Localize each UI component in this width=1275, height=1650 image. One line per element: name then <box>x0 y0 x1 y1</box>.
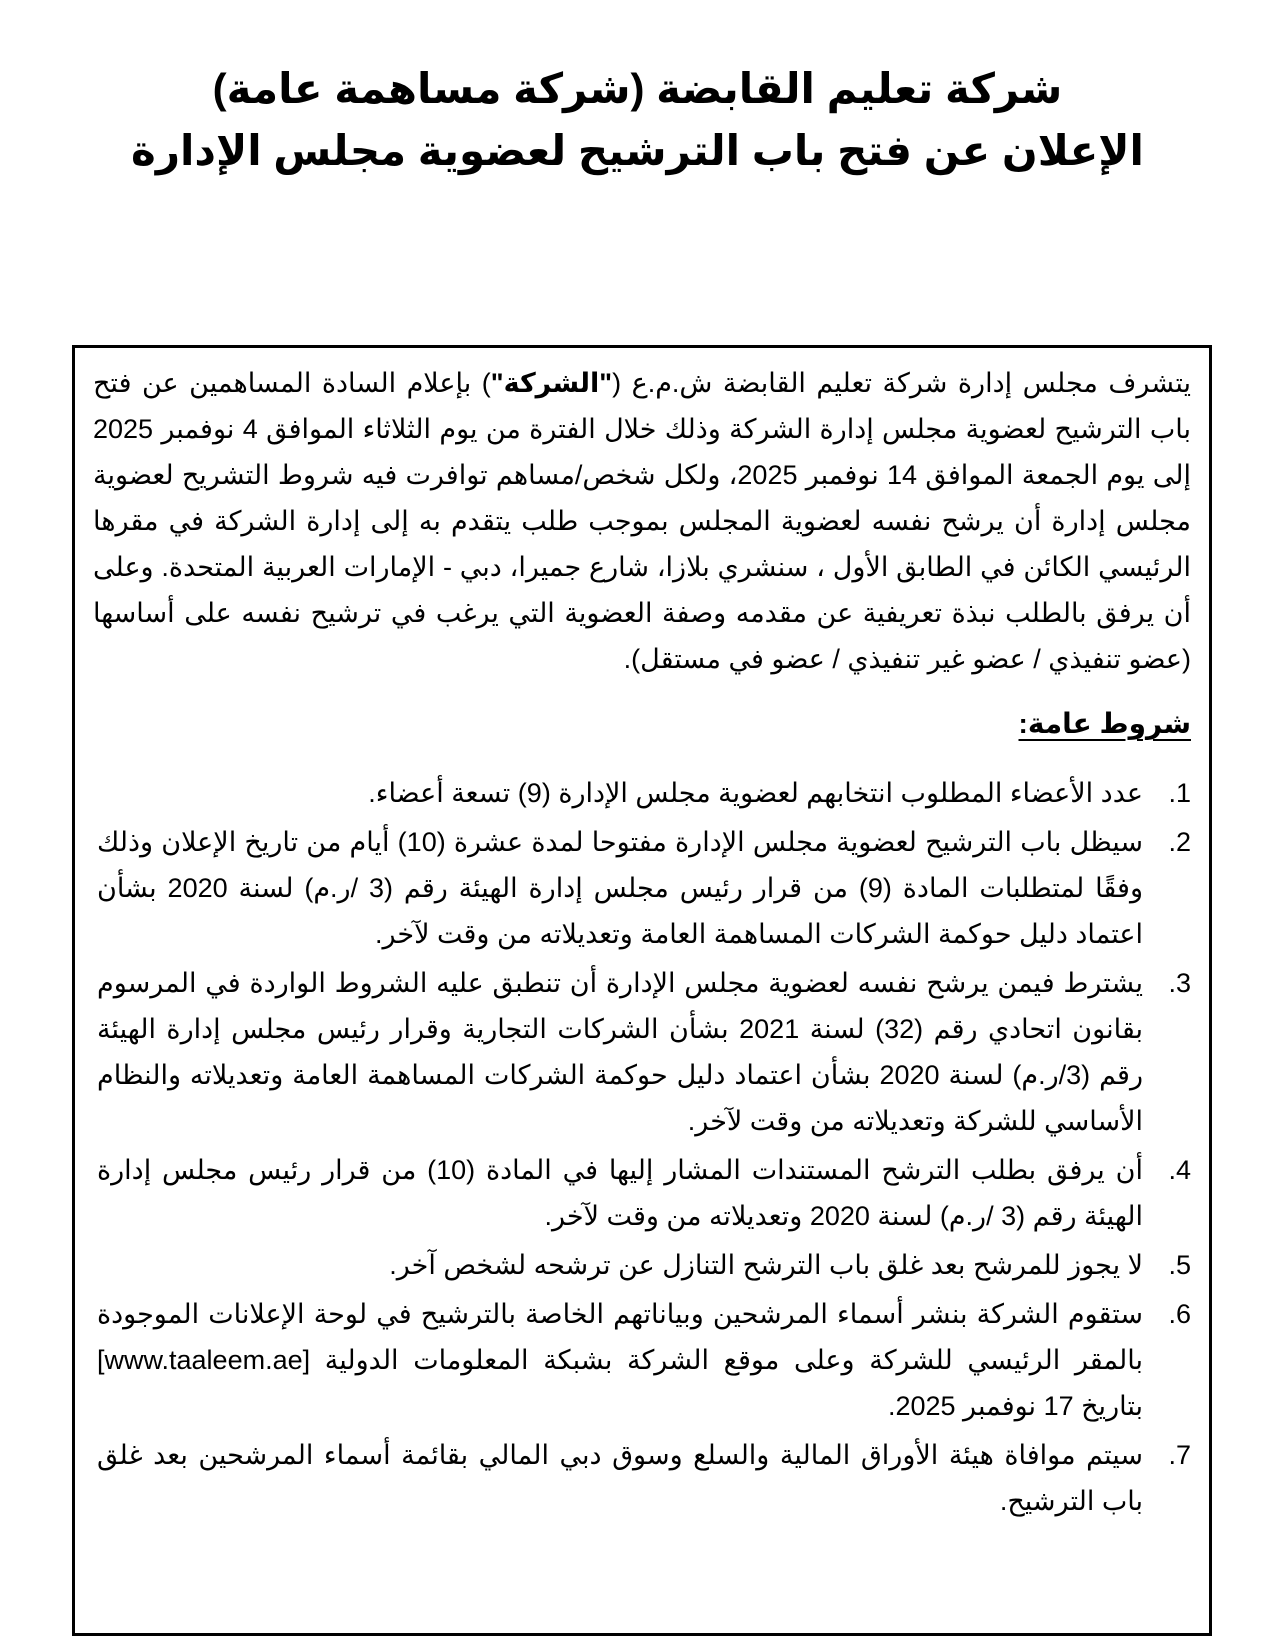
list-item <box>97 1242 1191 1288</box>
item-number: 4. <box>1168 1155 1191 1185</box>
announcement-title: الإعلان عن فتح باب الترشيح لعضوية مجلس الإدارة <box>131 127 1144 174</box>
item-number: 7. <box>1168 1440 1191 1470</box>
intro-text-post: ) بإعلام السادة المساهمين عن فتح باب الترشيح لعضوية مجلس إدارة الشركة وذلك خلال الفترة من يوم الثلاثاء الموافق 4 نوفمبر 2025 إلى يوم الجمعة الموافق 14 نوفمبر 2025، ولكل شخص/مساهم توافرت فيه شروط التشريح لعضوية مجلس إدارة أن يرشح نفسه لعضوية المجلس بموجب طلب يتقدم به إلى إدارة الشركة في مقرها الرئيسي الكائن في الطابق الأول ، سنشري بلازا، شارع جميرا، دبي - الإمارات العربية المتحدة. وعلى أن يرفق بالطلب نبذة تعريفية عن مقدمه وصفة العضوية التي يرغب في ترشيح نفسه على أساسها (عضو تنفيذي / عضو غير تنفيذي / عضو في مستقل). <box>93 368 1191 674</box>
general-conditions-heading: شروط عامة: <box>1018 708 1191 739</box>
item-number: 6. <box>1168 1299 1191 1329</box>
item-number: 5. <box>1168 1250 1191 1280</box>
intro-text-pre: يتشرف مجلس إدارة شركة تعليم القابضة ش.م.ع ( <box>612 368 1191 398</box>
page-title <box>0 58 1275 182</box>
company-shortname-bold: "الشركة" <box>490 368 613 398</box>
item-text: لا يجوز للمرشح بعد غلق باب الترشح التنازل عن ترشحه لشخص آخر. <box>389 1250 1143 1280</box>
item-text: أن يرفق بطلب الترشح المستندات المشار إليها في المادة (10) من قرار رئيس مجلس إدارة الهيئة رقم (3 /ر.م) لسنة 2020 وتعديلاته من وقت لآخر. <box>97 1155 1143 1231</box>
intro-paragraph <box>93 360 1191 682</box>
item-number: 1. <box>1168 778 1191 808</box>
company-name-title: شركة تعليم القابضة (شركة مساهمة عامة) <box>212 65 1063 112</box>
list-item <box>97 1432 1191 1524</box>
item-number: 2. <box>1168 827 1191 857</box>
item-text: عدد الأعضاء المطلوب انتخابهم لعضوية مجلس الإدارة (9) تسعة أعضاء. <box>368 778 1143 808</box>
list-item <box>97 770 1191 816</box>
item-text: ستقوم الشركة بنشر أسماء المرشحين وبياناتهم الخاصة بالترشيح في لوحة الإعلانات الموجودة بالمقر الرئيسي للشركة وعلى موقع الشركة بشبكة المعلومات الدولية [www.taaleem.ae] بتاريخ 17 نوفمبر 2025. <box>97 1299 1143 1421</box>
list-item <box>97 960 1191 1144</box>
notice-box <box>72 345 1212 1636</box>
item-number: 3. <box>1168 968 1191 998</box>
item-text: يشترط فيمن يرشح نفسه لعضوية مجلس الإدارة أن تنطبق عليه الشروط الواردة في المرسوم بقانون اتحادي رقم (32) لسنة 2021 بشأن الشركات التجارية وقرار رئيس مجلس إدارة الهيئة رقم (3/ر.م) لسنة 2020 بشأن اعتماد دليل حوكمة الشركات المساهمة العامة وتعديلاته والنظام الأساسي للشركة وتعديلاته من وقت لآخر. <box>97 968 1143 1136</box>
list-item <box>97 819 1191 957</box>
item-text: سيتم موافاة هيئة الأوراق المالية والسلع وسوق دبي المالي بقائمة أسماء المرشحين بعد غلق باب الترشيح. <box>97 1440 1143 1516</box>
list-item <box>97 1291 1191 1429</box>
item-text: سيظل باب الترشيح لعضوية مجلس الإدارة مفتوحا لمدة عشرة (10) أيام من تاريخ الإعلان وذلك وفقًا لمتطلبات المادة (9) من قرار رئيس مجلس إدارة الهيئة رقم (3 /ر.م) لسنة 2020 بشأن اعتماد دليل حوكمة الشركات المساهمة العامة وتعديلاته من وقت لآخر. <box>97 827 1143 949</box>
list-item <box>97 1147 1191 1239</box>
conditions-list <box>93 770 1191 1524</box>
